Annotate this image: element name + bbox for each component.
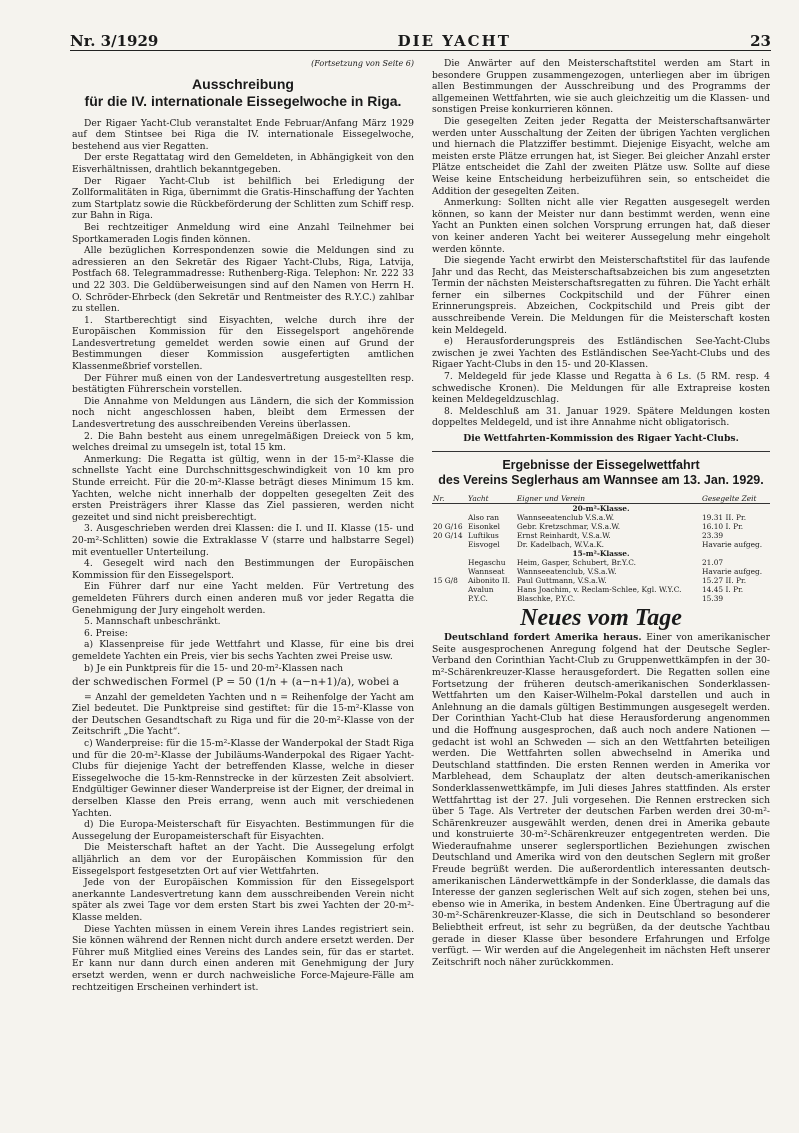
table-row — [432, 585, 770, 594]
left-column — [72, 58, 414, 1113]
table-cell: 15 G/8 — [433, 575, 458, 585]
table-cell — [432, 585, 467, 594]
table-cell: 20 G/16 — [433, 521, 463, 531]
formula: der schwedischen Formel (P = 50 (1/n + (a−n+1)/a), wobei a — [72, 676, 400, 689]
table-cell: Gebr. Kretzschmar, V.S.a.W. — [516, 521, 621, 531]
paragraph: Die Anwärter auf den Meisterschaftstitel werden am Start in besondere Gruppen zusammengezogen, unterliegen aber im übrigen allen Bestimmungen der Ausschreibung und des Programms der allgemeinen Wettfahrten, wie sie auch gleichzeitig um die Klassen- und sonstigen Preise konkurrieren können. — [432, 58, 770, 116]
table-cell: 20 G/14 — [433, 530, 463, 540]
paragraph: Anmerkung: Die Regatta ist gültig, wenn in der 15-m²-Klasse die schnellste Yacht eine Durchschnittsgeschwindigkeit von 10 km pro Stunde erreicht. Für die 20-m²-Klasse beträgt dieses Minimum 15 km. Yachten, welche nicht innerhalb der doppelten gesegelten Zeit des ersten Preisträgers ihrer Klasse das Ziel passieren, werden nicht gezeitet und sind nicht preisberechtigt. — [72, 453, 414, 523]
table-cell: Dr. Kadelbach, W.V.a.K. — [516, 539, 605, 549]
table-cell: 15.27 II. Pr. — [701, 575, 747, 585]
table-cell: Havarie aufgeg. — [701, 539, 763, 549]
table-row — [432, 558, 770, 567]
paragraph: 2. Die Bahn besteht aus einem unregelmäßigen Dreieck von 5 km, welches dreimal zu umsegeln ist, total 15 km. — [72, 430, 414, 454]
paragraph: Jede von der Europäischen Kommission für den Eissegelsport anerkannte Landesvertretung kann dem ausschreibenden Verein nicht später als zwei Tage vor dem ersten Start bis zwei Yachten der 20-m²-Klasse melden. — [72, 877, 414, 923]
table-cell: 23.39 — [701, 530, 724, 540]
paragraph: Der erste Regattatag wird den Gemeldeten, in Abhängigkeit von den Eisverhältnissen, drahtlich bekanntgegeben. — [72, 152, 414, 175]
issue-number: Nr. 3/1929 — [70, 32, 159, 50]
table-row — [432, 522, 770, 531]
table-cell: Hegaschu — [468, 557, 506, 567]
table-cell: Avalun — [468, 584, 494, 594]
header-time: Gesegelte Zeit — [701, 494, 770, 504]
magazine-title: DIE YACHT — [397, 32, 511, 50]
paragraph: Der Rigaer Yacht-Club ist behilflich bei Erledigung der Zollformalitäten in Riga, übernimmt die Gratis-Hinschaffung der Yachten zum Startplatz sowie die Rückbeförderung der Schlitten zum Schiff resp. zur Bahn in Riga. — [72, 175, 414, 222]
paragraph: Ein Führer darf nur eine Yacht melden. Für Vertretung des gemeldeten Führers durch einen anderen muß vor jeder Regatta die Genehmigung der Jury eingeholt werden. — [72, 581, 414, 616]
table-cell: Wannseat — [468, 566, 505, 576]
news-lead: Deutschland fordert Amerika heraus. — [444, 632, 642, 644]
signature: Die Wettfahrten-Kommission des Rigaer Yacht-Clubs. — [463, 433, 739, 444]
paragraph: 1. Startberechtigt sind Eisyachten, welche durch ihre der Europäischen Kommission für den Eissegelsport angehörende Landesvertretung gemeldet werden sowie einen auf Grund der Bestimmungen dieser Kommission ausgefertigten amtlichen Klassenmeßbrief vorstellen. — [72, 314, 414, 373]
paragraph: Der Führer muß einen von der Landesvertretung ausgestellten resp. bestätigten Führerschein vorstellen. — [72, 372, 414, 396]
table-cell: Aibonito II. — [468, 575, 511, 585]
table-row — [432, 513, 770, 522]
table-cell: Eisonkel — [468, 521, 501, 531]
paragraph: Der Rigaer Yacht-Club veranstaltet Ende Februar/Anfang März 1929 auf dem Stintsee bei Riga die IV. internationale Eissegelwoche, bestehend aus vier Regatten. — [72, 117, 414, 152]
table-cell: Eisvogel — [468, 539, 500, 549]
table-cell — [432, 513, 467, 522]
results-title-line1: Ergebnisse der Eissegelwettfahrt — [502, 457, 700, 472]
paragraph: 7. Meldegeld für jede Klasse und Regatta à 6 Ls. (5 RM. resp. 4 schwedische Kronen). Die Meldungen für alle Extrapreise kosten keinen Meldegeldzuschlag. — [432, 371, 770, 406]
class-label: 20-m²-Klasse. — [572, 503, 630, 513]
results-title — [432, 458, 770, 488]
article-title — [72, 76, 414, 110]
table-cell: 15.39 — [701, 593, 724, 603]
class-label: 15-m²-Klasse. — [572, 548, 630, 558]
class-row — [432, 503, 770, 513]
table-row — [432, 531, 770, 540]
paragraph: 6. Preise: — [84, 627, 128, 639]
header-yacht: Yacht — [467, 494, 516, 504]
paragraph: b) Je ein Punktpreis für die 15- und 20-m²-Klassen nach — [84, 662, 344, 674]
table-cell: Paul Guttmann, V.S.a.W. — [516, 575, 607, 585]
paragraph: Diese Yachten müssen in einem Verein ihres Landes registriert sein. Sie können während der Rennen nicht durch andere ersetzt werden. Der Führer muß Mitglied eines Vereins des Landes sein, für das er startet. Er kann nur dann durch einen anderen mit Genehmigung der Jury ersetzt werden, wenn er durch nachweisliche Force-Majeure-Fälle am rechtzeitigen Erscheinen verhindert ist. — [72, 923, 414, 993]
paragraph: Bei rechtzeitiger Anmeldung wird eine Anzahl Teilnehmer bei Sportkameraden Logis finden können. — [72, 221, 414, 245]
table-cell: Blaschke, P.Y.C. — [516, 593, 576, 603]
paragraph: Die gesegelten Zeiten jeder Regatta der Meisterschaftsanwärter werden unter Ausschaltung der Zeiten der übrigen Yachten verglichen und hiernach die Platzziffer bestimmt. Diejenige Eisyacht, welche am meisten erste Plätze errungen hat, ist Sieger. Bei gleicher Anzahl erster Plätze entscheidet die Zahl der zweiten Plätze usw. Sollte auf diese Weise keine Entscheidung herbeizuführen sein, so entscheidet die Addition der gesegelten Zeiten. — [432, 115, 770, 197]
table-row — [432, 594, 770, 603]
article-body — [72, 118, 414, 675]
table-cell — [432, 567, 467, 576]
table-cell — [432, 594, 467, 603]
table-cell: Luftikus — [468, 530, 499, 540]
continued-note: (Fortsetzung von Seite 6) — [311, 59, 414, 68]
article-title-line1: Ausschreibung — [192, 75, 294, 92]
paragraph: = Anzahl der gemeldeten Yachten und n = Reihenfolge der Yacht am Ziel bedeutet. Die Punktpreise sind gestiftet: für die 15-m²-Klasse von der Deutschen Gesandtschaft zu Riga und für die 20-m²-Klasse von der Zeitschrift „Die Yacht“. — [72, 691, 414, 738]
paragraph: Die Meisterschaft haftet an der Yacht. Die Aussegelung erfolgt alljährlich an dem vor der Europäischen Kommission für den Eissegelsport festgesetzten Ort auf vier Wettfahrten. — [72, 842, 414, 877]
paragraph: Anmerkung: Sollten nicht alle vier Regatten ausgesegelt werden können, so kann der Meister nur dann bestimmt werden, wenn eine Yacht an Punkten einen solchen Vorsprung errungen hat, daß dieser von keiner anderen Yacht bei weiterer Aussegelung mehr eingeholt werden könnte. — [432, 197, 770, 255]
page-number: 23 — [750, 32, 771, 50]
table-cell: 16.10 I. Pr. — [701, 521, 744, 531]
class-row — [432, 549, 770, 558]
table-cell: Havarie aufgeg. — [701, 566, 763, 576]
table-cell: Wannseeatenclub V.S.a.W. — [516, 512, 615, 522]
paragraph: 8. Meldeschluß am 31. Januar 1929. Spätere Meldungen kosten doppeltes Meldegeld, und ist ihre Annahme nicht obligatorisch. — [432, 405, 770, 429]
paragraph: Die siegende Yacht erwirbt den Meisterschaftstitel für das laufende Jahr und das Recht, das Meisterschaftsabzeichen bis zum angesetzten Termin der nächsten Meisterschaftsregatten zu führen. Die Yacht erhält ferner ein silbernes Cockpitschild und der Führer einen Erinnerungspreis. Abzeichen, Cockpitschild und Preis gibt der ausschreibende Verein. Die Meldungen für die Meisterschaft kosten kein Meldegeld. — [432, 255, 770, 336]
article-body-continued — [72, 692, 414, 993]
results-body — [432, 503, 770, 603]
paragraph: 4. Gesegelt wird nach den Bestimmungen der Europäischen Kommission für den Eissegelsport. — [72, 558, 414, 581]
results-table — [432, 494, 770, 603]
news-section-title: Neues vom Tage — [520, 604, 682, 631]
page-header — [70, 22, 771, 51]
table-row — [432, 540, 770, 549]
table-cell: Hans Joachim, v. Reclam-Schlee, Kgl. W.Y.C. — [516, 584, 682, 594]
header-nr: Nr. — [432, 494, 467, 504]
paragraph: 3. Ausgeschrieben werden drei Klassen: die I. und II. Klasse (15- und 20-m²-Schlitten) sowie die Extraklasse V (starre und halbstarre Segel) mit eventueller Unterteilung. — [72, 523, 414, 558]
paragraph: 5. Mannschaft unbeschränkt. — [84, 616, 221, 628]
right-column — [432, 58, 770, 1113]
article-body-right — [432, 58, 770, 429]
paragraph: Alle bezüglichen Korrespondenzen sowie die Meldungen sind zu adressieren an den Sekretär des Rigaer Yacht-Clubs, Riga, Latvija, Postfach 68. Telegrammadresse: Ruthenberg-Riga. Telephon: Nr. 222 33 und 22 303. Die Geldüberweisungen sind auf den Namen von Herrn H. O. Schröder-Ehrbeck (den Sekretär und Rentmeister des R.Y.C.) zahlbar zu stellen. — [72, 245, 414, 315]
table-row — [432, 567, 770, 576]
header-owner: Eigner und Verein — [516, 494, 701, 504]
paragraph: c) Wanderpreise: für die 15-m²-Klasse der Wanderpokal der Stadt Riga und für die 20-m²-Klasse der Jubiläums-Wanderpokal des Rigaer Yacht-Clubs für diejenige Yacht der betreffenden Klasse, welche in dieser Eissegelwoche die 15-km-Rennstrecke in der kürzesten Zeit absolviert. Endgültiger Gewinner dieser Wanderpreise ist der Eigner, der dreimal in derselben Klasse den Preis errang, wenn auch mit verschiedenen Yachten. — [72, 738, 414, 819]
table-row — [432, 576, 770, 585]
table-cell: 19.31 II. Pr. — [701, 512, 747, 522]
table-cell: P.Y.C. — [468, 593, 488, 603]
paragraph: Die Annahme von Meldungen aus Ländern, die sich der Kommission noch nicht angeschlossen haben, bleibt dem Ermessen der Landesvertretung des ausschreibenden Vereins überlassen. — [72, 395, 414, 431]
article-title-line2: für die IV. internationale Eissegelwoche in Riga. — [84, 92, 402, 109]
table-cell: Heim, Gasper, Schubert, Br.Y.C. — [516, 557, 636, 567]
table-cell: Ernst Reinhardt, V.S.a.W. — [516, 530, 611, 540]
table-cell: Also ran — [468, 512, 500, 522]
news-paragraph — [432, 632, 770, 968]
paragraph: d) Die Europa-Meisterschaft für Eisyachten. Bestimmungen für die Aussegelung der Europameisterschaft für Eisyachten. — [72, 819, 414, 842]
table-cell — [432, 540, 467, 549]
results-title-line2: des Vereins Seglerhaus am Wannsee am 13. Jan. 1929. — [438, 472, 764, 487]
paragraph: e) Herausforderungspreis des Estländischen See-Yacht-Clubs zwischen je zwei Yachten des Estländischen See-Yacht-Clubs und des Rigaer Yacht-Clubs in den 15- und 20-Klassen. — [432, 336, 770, 371]
table-header-row — [432, 494, 770, 504]
table-cell: 14.45 I. Pr. — [701, 584, 744, 594]
divider — [432, 451, 770, 452]
table-cell — [432, 558, 467, 567]
news-text: Einer von amerikanischer Seite ausgesprochenen Anregung folgend hat der Deutsche Segler-Verband den Corinthian Yacht-Club zu Gruppenwettkämpfen in der 30-m²-Schärenkreuzer-Klasse herausgefordert. Die Regatten sollen eine Fortsetzung der früheren deutsch-amerikanischen Sonderklassen-Wettfahrten um den Kaiser-Wilhelm-Pokal darstellen und auch in Anlehnung an die damals gültigen Bestimmungen ausgesegelt werden. Der Corinthian Yacht-Club hat diese Herausforderung angenommen und die Hoffnung ausgesprochen, daß auch noch andere Nationen — gedacht ist wohl an Schweden — sich an den Wettfahrten beteiligen werden. Die Wettfahrten sollen abwechselnd in Amerika und Deutschland stattfinden. Die ersten Rennen werden in Amerika vor Marblehead, dem Schauplatz der alten deutsch-amerikanischen Sonderklassenwettkämpfe, im Juli dieses Jahres stattfinden. Als erster Wettfahrttag ist der 27. Juli vorgesehen. Die Rennen erstrecken sich über 5 Tage. Als Vertreter der deutschen Farben werden drei 30-m²-Schärenkreuzer ausgewählt werden, denen drei in Amerika gebaute und konstruierte 30-m²-Schärenkreuzer entgegentreten werden. Die Wiederaufnahme unserer seglersportlichen Beziehungen zwischen Deutschland und Amerika wird von den deutschen Seglern mit großer Freude begrüßt werden. Die außerordentlich interessanten deutsch-amerikanischen Länderwettkämpfe in der Sonderklasse, die damals das Interesse der ganzen seglerischen Welt auf sich zogen, stehen bei uns, ebenso wie in Amerika, in bestem Andenken. Eine Übertragung auf die 30-m²-Schärenkreuzer-Klasse, die sich in Deutschland so besonderer Beliebtheit erfreut, ist sehr zu begrüßen, da der deutsche Yachtbau gerade in dieser Klasse über besondere Erfahrungen und Erfolge verfügt. — Wir werden auf die Angelegenheit im nächsten Heft unserer Zeitschrift noch näher zurückkommen. — [432, 632, 770, 968]
table-cell: Wannseeatenclub, V.S.a.W. — [516, 566, 617, 576]
paragraph: a) Klassenpreise für jede Wettfahrt und Klasse, für eine bis drei gemeldete Yachten ein Preis, vier bis sechs Yachten zwei Preise usw. — [72, 639, 414, 662]
table-cell: 21.07 — [701, 557, 724, 567]
